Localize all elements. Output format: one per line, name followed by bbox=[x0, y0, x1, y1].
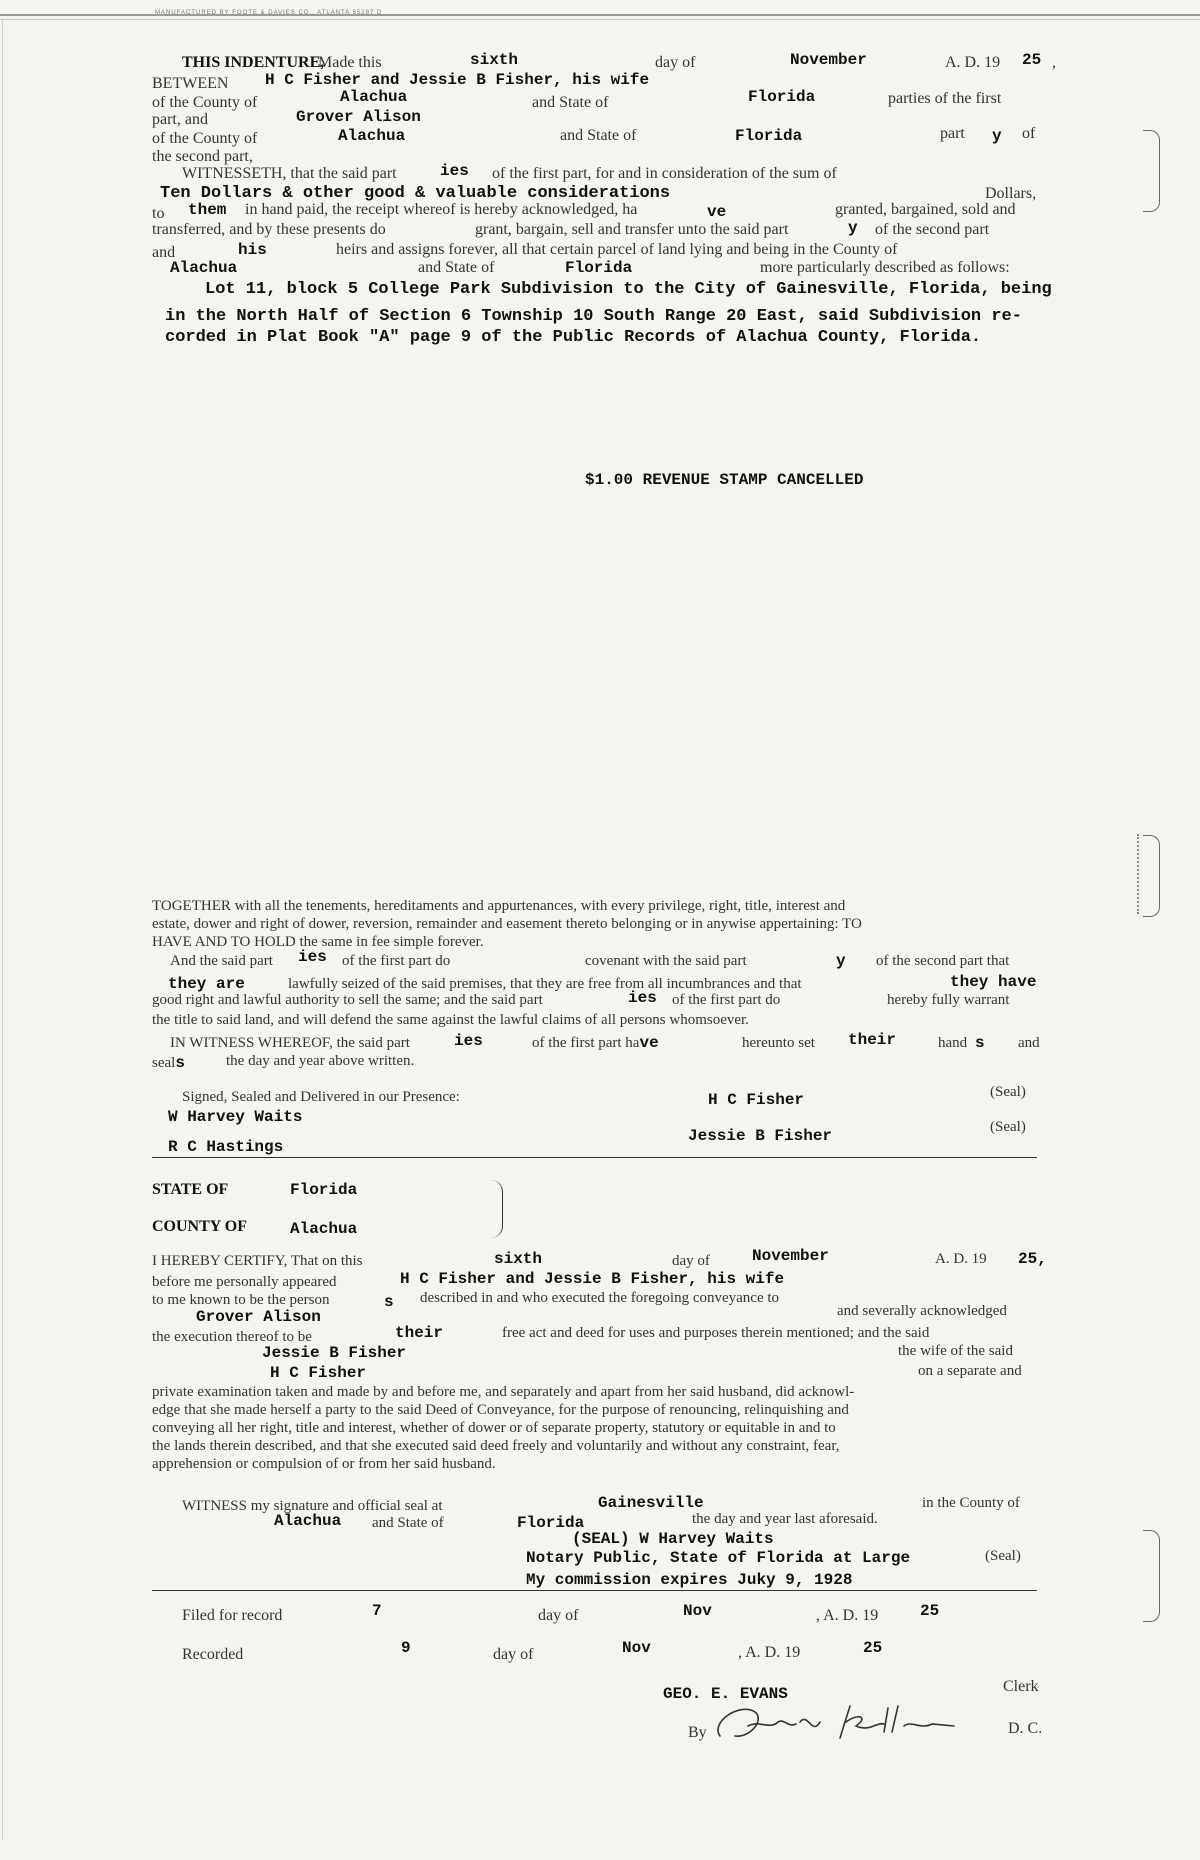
notary-title: Notary Public, State of Florida at Large bbox=[526, 1549, 911, 1567]
together-line-1: TOGETHER with all the tenements, hereditaments and appurtenances, with every privilege, right, title, interest and bbox=[152, 898, 846, 914]
binding-hole-2 bbox=[1143, 835, 1160, 917]
day-year-line: the day and year above written. bbox=[226, 1053, 415, 1069]
revenue-stamp-note: $1.00 REVENUE STAMP CANCELLED bbox=[585, 471, 864, 489]
grant-suffix-y: y bbox=[848, 219, 858, 237]
known-s: s bbox=[384, 1293, 394, 1311]
covenant-line-a: And the said part bbox=[170, 953, 273, 969]
described-label: more particularly described as follows: bbox=[760, 259, 1010, 276]
transferred-line: transferred, and by these presents do bbox=[152, 221, 386, 238]
seal-label: seals bbox=[152, 1054, 185, 1072]
by-label: By bbox=[688, 1724, 707, 1741]
covenant-line-c: covenant with the said part bbox=[585, 953, 747, 969]
to-label: to bbox=[152, 205, 165, 222]
state-2: Florida bbox=[735, 127, 803, 145]
hand-label: hand bbox=[938, 1035, 968, 1051]
witness-city: Gainesville bbox=[598, 1494, 704, 1512]
recorded-day-of: day of bbox=[493, 1646, 534, 1663]
notary-seal: (Seal) bbox=[985, 1548, 1021, 1564]
filed-day-of: day of bbox=[538, 1607, 579, 1624]
indenture-day: sixth bbox=[470, 51, 519, 69]
dollars-label: Dollars, bbox=[985, 185, 1037, 202]
legal-line-1: Lot 11, block 5 College Park Subdivision to the City of Gainesville, Florida, being bbox=[205, 280, 1052, 299]
covenant-ies: ies bbox=[298, 948, 327, 966]
exam-line-3: conveying all her right, title and interest, whether of dower or of separate property, statutory or equitable in and to bbox=[152, 1420, 836, 1436]
witnesseth-ies: ies bbox=[440, 162, 469, 180]
appeared-label: before me personally appeared bbox=[152, 1274, 337, 1290]
hand-s: s bbox=[975, 1034, 985, 1052]
seal-2: (Seal) bbox=[990, 1119, 1026, 1135]
to-them: them bbox=[188, 201, 227, 219]
county-2: Alachua bbox=[338, 127, 406, 145]
together-line-3: HAVE AND TO HOLD the same in fee simple forever. bbox=[152, 934, 484, 950]
second-part-label-2: of the second part bbox=[875, 221, 990, 238]
grantors: H C Fisher and Jessie B Fisher, his wife bbox=[265, 71, 650, 89]
granted-label: granted, bargained, sold and bbox=[835, 201, 1016, 218]
top-rule-secondary bbox=[0, 19, 1200, 20]
of-label: of bbox=[1022, 125, 1036, 142]
witness-2: R C Hastings bbox=[168, 1138, 284, 1156]
witness-line-b: of the first part have bbox=[532, 1034, 659, 1052]
together-line-2: estate, dower and right of dower, reversion, remainder and easement thereto belonging or in anywise appertaining: TO bbox=[152, 916, 862, 932]
free-act-line: free act and deed for uses and purposes therein mentioned; and the said bbox=[502, 1325, 930, 1341]
ack-day-of-label: day of bbox=[672, 1253, 710, 1269]
ack-state: Florida bbox=[290, 1181, 358, 1199]
separate-label: on a separate and bbox=[918, 1363, 1022, 1379]
covenant-line-d: of the second part that bbox=[876, 953, 1010, 969]
heirs-line: heirs and assigns forever, all that certain parcel of land lying and being in the County of bbox=[336, 241, 898, 258]
wife-name: Jessie B Fisher bbox=[262, 1344, 407, 1362]
authority-ies: ies bbox=[628, 989, 657, 1007]
filed-day: 7 bbox=[372, 1602, 382, 1620]
ack-grantee: Grover Alison bbox=[196, 1308, 321, 1326]
filed-year: 25 bbox=[920, 1602, 940, 1620]
described-line: described in and who executed the foregoing conveyance to bbox=[420, 1290, 780, 1306]
warrant-label: hereby fully warrant bbox=[887, 992, 1010, 1008]
indenture-title: THIS INDENTURE, bbox=[182, 54, 325, 71]
ack-month: November bbox=[752, 1247, 829, 1265]
state-of-label: STATE OF bbox=[152, 1181, 229, 1198]
recorded-day: 9 bbox=[401, 1639, 411, 1657]
witness-ies: ies bbox=[454, 1032, 483, 1050]
witnesseth-line-1b: of the first part, for and in consideration of the sum of bbox=[492, 165, 837, 182]
deputy-clerk-label: D. C. bbox=[1008, 1720, 1043, 1737]
their-hand: their bbox=[848, 1031, 897, 1049]
clerk-name: GEO. E. EVANS bbox=[663, 1685, 788, 1703]
recorded-ad: , A. D. 19 bbox=[738, 1644, 801, 1661]
made-this-label: Made this bbox=[318, 54, 382, 71]
deputy-clerk-signature bbox=[700, 1692, 960, 1752]
filed-ad: , A. D. 19 bbox=[816, 1607, 879, 1624]
party-suffix-y: y bbox=[992, 127, 1002, 145]
recorded-month: Nov bbox=[622, 1639, 651, 1657]
signature-divider bbox=[152, 1157, 1037, 1158]
authority-line-b: of the first part do bbox=[672, 992, 781, 1008]
grantee: Grover Alison bbox=[296, 108, 421, 126]
severally-label: and severally acknowledged bbox=[837, 1303, 1007, 1319]
defend-line: the title to said land, and will defend the same against the lawful claims of all persons whomsoever. bbox=[152, 1012, 749, 1028]
legal-line-3: corded in Plat Book "A" page 9 of the Public Records of Alachua County, Florida. bbox=[165, 328, 982, 347]
state-label-2: and State of bbox=[560, 127, 637, 144]
left-margin-line bbox=[2, 20, 3, 1840]
covenant-y: y bbox=[836, 952, 846, 970]
seal-1: (Seal) bbox=[990, 1084, 1026, 1100]
in-witness-line: IN WITNESS WHEREOF, the said part bbox=[170, 1035, 410, 1051]
exam-line-5: apprehension or compulsion of or from her said husband. bbox=[152, 1456, 496, 1472]
land-state: Florida bbox=[565, 259, 633, 277]
his-heirs: his bbox=[238, 241, 267, 259]
consideration-sum: Ten Dollars & other good & valuable considerations bbox=[160, 184, 671, 203]
indenture-year: 25 bbox=[1022, 51, 1042, 69]
binding-hole-1 bbox=[1143, 130, 1160, 212]
notary-commission: My commission expires Juky 9, 1928 bbox=[526, 1571, 853, 1589]
ack-their: their bbox=[395, 1324, 444, 1342]
recorded-year: 25 bbox=[863, 1639, 883, 1657]
they-have: they have bbox=[950, 973, 1037, 991]
ack-county: Alachua bbox=[290, 1220, 358, 1238]
witness-state-label: and State of bbox=[372, 1515, 444, 1531]
second-part-label: the second part, bbox=[152, 148, 253, 165]
filed-label: Filed for record bbox=[182, 1607, 283, 1624]
legal-line-2: in the North Half of Section 6 Township 10 South Range 20 East, said Subdivision re- bbox=[165, 307, 1022, 326]
signed-label: Signed, Sealed and Delivered in our Presence: bbox=[182, 1089, 460, 1105]
and-label: and bbox=[152, 244, 176, 261]
husband-name: H C Fisher bbox=[270, 1364, 367, 1382]
wife-of-label: the wife of the said bbox=[898, 1343, 1013, 1359]
witness-state: Florida bbox=[517, 1514, 585, 1532]
land-state-label: and State of bbox=[418, 259, 495, 276]
binding-hole-3 bbox=[1143, 1530, 1160, 1622]
county-label-2: of the County of bbox=[152, 130, 258, 147]
witness-seal-line: WITNESS my signature and official seal at bbox=[182, 1498, 443, 1514]
exam-line-4: the lands therein described, and that she executed said deed freely and voluntarily and without any constraint, fear, bbox=[152, 1438, 840, 1454]
grantor-2-signature: Jessie B Fisher bbox=[688, 1127, 833, 1145]
ad-label: A. D. 19 bbox=[945, 54, 1001, 71]
indenture-month: November bbox=[790, 51, 867, 69]
party-part-label: part bbox=[940, 125, 965, 142]
they-are: they are bbox=[168, 975, 245, 993]
in-county-label: in the County of bbox=[922, 1495, 1020, 1511]
witnesseth-line-1: WITNESSETH, that the said part bbox=[182, 165, 397, 182]
clerk-label: Clerk bbox=[1003, 1678, 1039, 1695]
state-1: Florida bbox=[748, 88, 816, 106]
county-of-label: COUNTY OF bbox=[152, 1218, 247, 1235]
known-label: to me known to be the person bbox=[152, 1292, 330, 1308]
year-comma: , bbox=[1052, 54, 1056, 71]
state-label-1: and State of bbox=[532, 94, 609, 111]
exam-line-1: private examination taken and made by and before me, and separately and apart from her said husband, did acknowl- bbox=[152, 1384, 855, 1400]
grant-line: grant, bargain, sell and transfer unto the said part bbox=[475, 221, 789, 238]
ack-day: sixth bbox=[494, 1250, 543, 1268]
county-1: Alachua bbox=[340, 88, 408, 106]
execution-label: the execution thereof to be bbox=[152, 1329, 312, 1345]
hereunto-label: hereunto set bbox=[742, 1035, 815, 1051]
covenant-line-b: of the first part do bbox=[342, 953, 451, 969]
between-label: BETWEEN bbox=[152, 75, 229, 92]
ack-year: 25, bbox=[1018, 1250, 1047, 1268]
witness-1: W Harvey Waits bbox=[168, 1108, 303, 1126]
last-aforesaid-label: the day and year last aforesaid. bbox=[692, 1511, 878, 1527]
acknowledgment-divider bbox=[152, 1590, 1037, 1591]
appeared-persons: H C Fisher and Jessie B Fisher, his wife bbox=[400, 1270, 785, 1288]
parties-first-label: parties of the first bbox=[888, 90, 1002, 107]
part-and-label: part, and bbox=[152, 111, 208, 128]
authority-line: good right and lawful authority to sell the same; and the said part bbox=[152, 992, 543, 1008]
ack-ad-label: A. D. 19 bbox=[935, 1251, 987, 1267]
county-label-1: of the County of bbox=[152, 94, 258, 111]
filed-month: Nov bbox=[683, 1602, 712, 1620]
have-suffix: ve bbox=[707, 203, 727, 221]
state-county-brace bbox=[488, 1180, 503, 1238]
day-of-label: day of bbox=[655, 54, 696, 71]
manufacturer-imprint: MANUFACTURED BY FOOTE & DAVIES CO., ATLANTA 65287 D bbox=[155, 10, 383, 16]
certify-line: I HEREBY CERTIFY, That on this bbox=[152, 1253, 363, 1269]
recorded-label: Recorded bbox=[182, 1646, 244, 1663]
grantor-1-signature: H C Fisher bbox=[708, 1091, 805, 1109]
witness-county: Alachua bbox=[274, 1512, 342, 1530]
seized-line: lawfully seized of the said premises, that they are free from all incumbrances and that bbox=[288, 976, 802, 992]
land-county: Alachua bbox=[170, 259, 238, 277]
notary-name: (SEAL) W Harvey Waits bbox=[572, 1530, 774, 1548]
receipt-line: in hand paid, the receipt whereof is hereby acknowledged, ha bbox=[245, 201, 638, 218]
and-label-2: and bbox=[1018, 1035, 1040, 1051]
exam-line-2: edge that she made herself a party to the said Deed of Conveyance, for the purpose of renouncing, relinquishing and bbox=[152, 1402, 849, 1418]
